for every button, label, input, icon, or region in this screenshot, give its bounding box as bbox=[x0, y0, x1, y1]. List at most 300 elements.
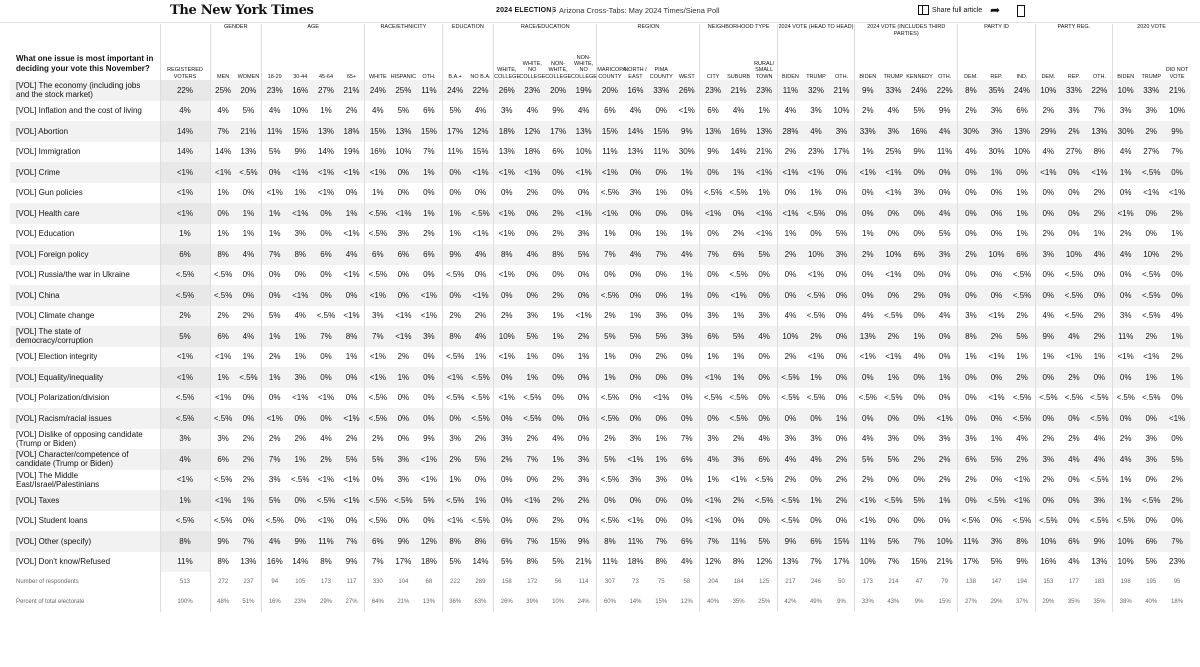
table-cell: 2% bbox=[552, 475, 564, 485]
table-cell: 3% bbox=[1138, 449, 1164, 470]
table-cell: 3% bbox=[416, 326, 442, 347]
table-cell: 0% bbox=[674, 408, 700, 429]
table-cell: <1% bbox=[807, 352, 825, 362]
table-cell: 6% bbox=[210, 326, 236, 347]
column-header: NON-WHITE, COLLEGE bbox=[545, 61, 572, 80]
table-cell: <1% bbox=[262, 183, 288, 204]
table-cell: 0% bbox=[1035, 490, 1061, 511]
table-cell: 1% bbox=[1009, 203, 1035, 224]
group-header: EDUCATION bbox=[442, 24, 494, 48]
table-cell: 3% bbox=[700, 429, 726, 450]
table-cell: 12% bbox=[680, 599, 693, 605]
table-cell: 0% bbox=[313, 367, 339, 388]
table-cell: 3% bbox=[758, 311, 770, 321]
table-cell: 5% bbox=[855, 449, 881, 470]
table-cell: 28% bbox=[777, 121, 803, 142]
row-label: [VOL] The economy (including jobs and the stock market) bbox=[10, 80, 160, 101]
table-cell: <1% bbox=[597, 162, 623, 183]
table-row bbox=[10, 224, 1190, 245]
table-cell: 0% bbox=[1113, 183, 1139, 204]
table-cell: <1% bbox=[468, 285, 494, 306]
column-header: MARICOPA COUNTY bbox=[597, 48, 623, 80]
table-cell: 26% bbox=[494, 80, 520, 101]
column-header: CITY bbox=[700, 48, 726, 80]
table-cell: 2% bbox=[1138, 326, 1164, 347]
table-cell: <.5% bbox=[729, 270, 748, 280]
table-cell: <.5% bbox=[236, 367, 262, 388]
table-cell: 11% bbox=[597, 552, 623, 573]
table-cell: 11% bbox=[442, 142, 468, 163]
table-cell: 6% bbox=[752, 449, 778, 470]
table-cell: 0% bbox=[242, 188, 255, 198]
table-cell: 23% bbox=[294, 599, 307, 605]
table-cell: 0% bbox=[1087, 367, 1113, 388]
table-cell: 14% bbox=[318, 147, 335, 157]
table-cell: <1% bbox=[210, 388, 236, 409]
table-cell: 15% bbox=[472, 147, 489, 157]
table-cell: 2% bbox=[552, 229, 564, 239]
table-row bbox=[10, 552, 1190, 573]
table-cell: 2% bbox=[958, 244, 984, 265]
table-cell: 4% bbox=[623, 244, 649, 265]
table-cell: <.5% bbox=[1138, 490, 1164, 511]
table-cell: 7% bbox=[1164, 531, 1190, 552]
question-text: What one issue is most important in deciding your vote this November? bbox=[16, 54, 154, 73]
table-cell: 3% bbox=[810, 434, 822, 444]
group-header: PARTY ID bbox=[958, 24, 1035, 48]
table-cell: 5% bbox=[623, 326, 649, 347]
column-header: OTH. bbox=[938, 73, 952, 80]
table-cell: 30% bbox=[678, 147, 695, 157]
table-cell: 2% bbox=[1087, 203, 1113, 224]
table-cell: 1% bbox=[674, 162, 700, 183]
table-cell: 33% bbox=[855, 592, 881, 612]
table-cell: 1% bbox=[262, 224, 288, 245]
table-cell: 0% bbox=[397, 188, 410, 198]
table-cell: <1% bbox=[1065, 352, 1082, 362]
table-cell: 6% bbox=[1016, 106, 1028, 116]
table-cell: 5% bbox=[416, 490, 442, 511]
table-cell: 3% bbox=[777, 429, 803, 450]
table-cell: 195 bbox=[1146, 579, 1157, 585]
table-cell: 95 bbox=[1173, 579, 1181, 585]
table-cell: 4% bbox=[674, 244, 700, 265]
table-cell: 1% bbox=[880, 367, 906, 388]
column-header: NO B.A. bbox=[470, 73, 491, 80]
table-cell: 2% bbox=[1035, 101, 1061, 122]
table-cell: 330 bbox=[365, 572, 391, 592]
table-cell: <1% bbox=[390, 326, 416, 347]
table-cell: 3% bbox=[1087, 490, 1113, 511]
table-cell: 15% bbox=[938, 599, 951, 605]
column-header: KENNEDY bbox=[906, 73, 933, 80]
table-cell: 2% bbox=[855, 244, 881, 265]
table-cell: 0% bbox=[552, 270, 564, 280]
table-cell: 1% bbox=[855, 142, 881, 163]
table-cell: 9% bbox=[855, 80, 881, 101]
table-cell: 4% bbox=[1016, 434, 1028, 444]
table-cell: 9% bbox=[571, 531, 597, 552]
table-cell: 16% bbox=[262, 552, 288, 573]
table-cell: 13% bbox=[1087, 121, 1113, 142]
table-cell: 20% bbox=[597, 80, 623, 101]
table-cell: 5% bbox=[1164, 449, 1190, 470]
table-cell: 2% bbox=[906, 449, 932, 470]
table-cell: <.5% bbox=[1009, 408, 1035, 429]
table-cell: 0% bbox=[835, 352, 848, 362]
table-cell: 40% bbox=[1145, 599, 1158, 605]
table-cell: 0% bbox=[494, 367, 520, 388]
table-cell: <1% bbox=[287, 203, 313, 224]
table-cell: <1% bbox=[678, 106, 695, 116]
table-cell: 0% bbox=[938, 352, 951, 362]
table-cell: 33% bbox=[880, 80, 906, 101]
table-cell: 10% bbox=[552, 599, 565, 605]
row-label: [VOL] Character/competence of candidate (Trump or Biden) bbox=[10, 449, 160, 470]
table-cell: 4% bbox=[629, 106, 642, 116]
table-cell: 15% bbox=[597, 121, 623, 142]
table-cell: 11% bbox=[1113, 326, 1139, 347]
table-cell: <.5% bbox=[1035, 388, 1061, 409]
table-cell: 1% bbox=[474, 352, 487, 362]
table-cell: 2% bbox=[236, 449, 262, 470]
table-row bbox=[10, 142, 1190, 163]
table-cell: 0% bbox=[855, 408, 881, 429]
table-cell: 13% bbox=[422, 599, 435, 605]
footer-row bbox=[10, 572, 1190, 592]
table-cell: 0% bbox=[938, 516, 951, 526]
table-cell: 1% bbox=[810, 188, 822, 198]
table-cell: 0% bbox=[810, 229, 822, 239]
table-cell: <.5% bbox=[1012, 393, 1032, 403]
table-cell: 3% bbox=[655, 311, 668, 321]
table-cell: 2% bbox=[474, 311, 487, 321]
table-cell: 12% bbox=[700, 552, 726, 573]
table-cell: 0% bbox=[700, 408, 726, 429]
table-cell: 5% bbox=[984, 449, 1010, 470]
table-cell: 0% bbox=[752, 408, 778, 429]
row-label: [VOL] Racism/racial issues bbox=[10, 408, 160, 429]
table-cell: 0% bbox=[313, 203, 339, 224]
table-cell: 4% bbox=[262, 531, 288, 552]
group-header: RACE/ETHNICITY bbox=[365, 24, 442, 48]
table-cell: 2% bbox=[365, 429, 391, 450]
nyt-logo[interactable]: The New York Times bbox=[170, 3, 314, 18]
table-cell: 194 bbox=[1017, 579, 1028, 585]
table-cell: <.5% bbox=[1035, 511, 1061, 532]
table-cell: 18% bbox=[524, 147, 541, 157]
table-cell: 5% bbox=[442, 552, 468, 573]
table-cell: <1% bbox=[571, 203, 597, 224]
table-cell: 0% bbox=[442, 285, 468, 306]
column-header: OTH. bbox=[422, 73, 436, 80]
table-cell: 2% bbox=[262, 429, 288, 450]
column-header: B.A.+ bbox=[442, 48, 468, 80]
table-cell: 0% bbox=[623, 162, 649, 183]
table-cell: 0% bbox=[552, 188, 564, 198]
table-cell: 1% bbox=[726, 367, 752, 388]
table-cell: 1% bbox=[855, 224, 881, 245]
table-cell: 6% bbox=[1138, 531, 1164, 552]
column-header: TRUMP bbox=[1141, 73, 1161, 80]
table-cell: 2% bbox=[552, 516, 564, 526]
table-cell: 1% bbox=[552, 311, 564, 321]
table-cell: <.5% bbox=[777, 511, 803, 532]
table-cell: 0% bbox=[700, 162, 726, 183]
table-cell: 0% bbox=[810, 475, 822, 485]
table-cell: 1% bbox=[1138, 367, 1164, 388]
table-cell: 14% bbox=[629, 599, 642, 605]
table-cell: 21% bbox=[236, 121, 262, 142]
table-cell: 0% bbox=[416, 367, 442, 388]
table-cell: 58 bbox=[683, 579, 691, 585]
table-cell: <.5% bbox=[316, 311, 336, 321]
table-cell: 5% bbox=[262, 490, 288, 511]
table-cell: 0% bbox=[1138, 203, 1164, 224]
table-cell: <.5% bbox=[729, 188, 748, 198]
table-cell: 0% bbox=[984, 203, 1010, 224]
table-cell: 4% bbox=[468, 326, 494, 347]
table-cell: 0% bbox=[1138, 408, 1164, 429]
table-cell: 23% bbox=[262, 80, 288, 101]
table-cell: 50 bbox=[838, 579, 845, 585]
table-cell: 0% bbox=[674, 490, 700, 511]
share-icon[interactable]: ➦ bbox=[990, 3, 1001, 17]
table-cell: 10% bbox=[833, 106, 850, 116]
table-cell: 2% bbox=[597, 306, 623, 327]
table-cell: <.5% bbox=[1009, 285, 1035, 306]
table-cell: 1% bbox=[597, 224, 623, 245]
table-cell: 7% bbox=[313, 326, 339, 347]
row-label: [VOL] Climate change bbox=[16, 311, 95, 321]
table-cell: 1% bbox=[1164, 367, 1190, 388]
table-cell: 9% bbox=[777, 531, 803, 552]
table-cell: 68 bbox=[425, 579, 433, 585]
table-cell: <1% bbox=[365, 285, 391, 306]
row-label: [VOL] Don't know/Refused bbox=[16, 557, 111, 567]
table-cell: <1% bbox=[390, 203, 416, 224]
table-cell: 6% bbox=[160, 244, 210, 265]
table-cell: <1% bbox=[519, 162, 545, 183]
table-cell: <.5% bbox=[597, 408, 623, 429]
table-cell: 0% bbox=[320, 352, 332, 362]
table-cell: 2% bbox=[313, 449, 339, 470]
table-cell: 0% bbox=[958, 162, 984, 183]
table-cell: 0% bbox=[829, 162, 855, 183]
row-label: [VOL] Gun policies bbox=[16, 188, 83, 198]
table-cell: 23% bbox=[807, 147, 824, 157]
table-cell: 5% bbox=[519, 326, 545, 347]
table-cell: 17% bbox=[395, 557, 412, 567]
table-cell: <.5% bbox=[1012, 270, 1032, 280]
table-cell: 0% bbox=[294, 270, 307, 280]
table-cell: 2% bbox=[474, 434, 487, 444]
table-cell: 9% bbox=[345, 557, 358, 567]
table-cell: 21% bbox=[1164, 80, 1190, 101]
table-cell: 0% bbox=[958, 408, 984, 429]
table-cell: 0% bbox=[345, 516, 358, 526]
column-header: PIMA COUNTY bbox=[649, 67, 673, 80]
table-cell: 4% bbox=[320, 434, 332, 444]
table-cell: 0% bbox=[1068, 475, 1080, 485]
table-cell: 0% bbox=[571, 367, 597, 388]
table-cell: 8% bbox=[526, 557, 539, 567]
table-cell: 0% bbox=[681, 352, 693, 362]
table-cell: 1% bbox=[726, 162, 752, 183]
table-cell: 5% bbox=[552, 557, 564, 567]
table-cell: 4% bbox=[526, 106, 539, 116]
table-cell: <1% bbox=[416, 449, 442, 470]
table-cell: <.5% bbox=[984, 490, 1010, 511]
table-cell: <1% bbox=[442, 511, 468, 532]
table-cell: 9% bbox=[914, 599, 924, 605]
table-cell: 24% bbox=[906, 80, 932, 101]
table-cell: 0% bbox=[880, 285, 906, 306]
table-cell: 16% bbox=[906, 121, 932, 142]
table-cell: <1% bbox=[1113, 347, 1139, 368]
table-cell: 1% bbox=[803, 367, 829, 388]
table-cell: 20% bbox=[545, 80, 571, 101]
table-cell: 0% bbox=[1164, 162, 1190, 183]
table-cell: 2% bbox=[777, 244, 803, 265]
table-cell: 3% bbox=[577, 475, 590, 485]
table-cell: <1% bbox=[855, 347, 881, 368]
table-cell: 0% bbox=[938, 270, 951, 280]
table-cell: 0% bbox=[242, 393, 255, 403]
table-cell: 2% bbox=[958, 101, 984, 122]
table-cell: 4% bbox=[339, 244, 365, 265]
table-cell: 4% bbox=[236, 244, 262, 265]
table-cell: <.5% bbox=[519, 408, 545, 429]
table-cell: <1% bbox=[756, 229, 773, 239]
table-cell: 6% bbox=[803, 531, 829, 552]
table-cell: 2% bbox=[1171, 352, 1183, 362]
table-cell: 0% bbox=[855, 183, 881, 204]
table-cell: <.5% bbox=[262, 511, 288, 532]
column-header: BIDEN bbox=[855, 48, 881, 80]
table-cell: 9% bbox=[938, 106, 951, 116]
table-cell: 0% bbox=[648, 490, 674, 511]
bookmark-icon[interactable] bbox=[1017, 5, 1025, 17]
table-cell: 8% bbox=[442, 326, 468, 347]
table-cell: 3% bbox=[1145, 106, 1157, 116]
table-cell: <.5% bbox=[1141, 270, 1161, 280]
row-label: [VOL] Education bbox=[16, 229, 75, 239]
table-cell: 1% bbox=[732, 352, 745, 362]
table-cell: 11% bbox=[653, 147, 669, 157]
table-cell: 0% bbox=[526, 516, 539, 526]
table-cell: 0% bbox=[835, 311, 848, 321]
table-cell: 3% bbox=[1113, 101, 1139, 122]
table-cell: 104 bbox=[398, 579, 409, 585]
table-cell: 6% bbox=[674, 531, 700, 552]
table-cell: 0% bbox=[829, 203, 855, 224]
table-cell: 153 bbox=[1035, 572, 1061, 592]
table-cell: 5% bbox=[597, 326, 623, 347]
table-cell: 0% bbox=[345, 393, 358, 403]
table-cell: 1% bbox=[468, 490, 494, 511]
table-cell: 13% bbox=[390, 121, 416, 142]
table-cell: 2% bbox=[1035, 470, 1061, 491]
table-cell: 0% bbox=[397, 434, 410, 444]
table-cell: 0% bbox=[758, 352, 770, 362]
table-cell: 4% bbox=[1061, 449, 1087, 470]
table-cell: 1% bbox=[526, 352, 539, 362]
group-header: 2024 VOTE (HEAD TO HEAD) bbox=[777, 24, 854, 48]
table-cell: 9% bbox=[913, 147, 925, 157]
table-cell: <1% bbox=[1143, 188, 1160, 198]
table-cell: <1% bbox=[420, 475, 438, 485]
table-cell: 2% bbox=[442, 449, 468, 470]
table-cell: 0% bbox=[1035, 408, 1061, 429]
table-cell: 1% bbox=[262, 367, 288, 388]
table-row bbox=[10, 347, 1190, 368]
column-header: NORTH / EAST bbox=[624, 67, 647, 80]
table-cell: 0% bbox=[958, 388, 984, 409]
table-cell: 1% bbox=[1093, 352, 1106, 362]
table-cell: 1% bbox=[732, 311, 745, 321]
table-cell: 6% bbox=[700, 326, 726, 347]
table-cell: 10% bbox=[1061, 244, 1087, 265]
table-cell: 1% bbox=[681, 229, 693, 239]
table-cell: <1% bbox=[777, 162, 803, 183]
table-cell: <.5% bbox=[210, 285, 236, 306]
table-cell: 1% bbox=[294, 352, 307, 362]
table-cell: 5% bbox=[648, 326, 674, 347]
table-cell: 0% bbox=[571, 285, 597, 306]
section-label[interactable]: 2024 ELECTIONS bbox=[496, 7, 557, 14]
table-cell: 0% bbox=[913, 229, 925, 239]
table-cell: 2% bbox=[526, 188, 539, 198]
table-cell: 0% bbox=[887, 475, 900, 485]
table-cell: 1% bbox=[932, 490, 958, 511]
group-header: AGE bbox=[262, 24, 365, 48]
group-header: NEIGHBORHOOD TYPE bbox=[700, 24, 777, 48]
table-cell: 0% bbox=[494, 183, 520, 204]
table-cell: 0% bbox=[597, 490, 623, 511]
table-cell: 4% bbox=[887, 106, 900, 116]
table-cell: 0% bbox=[681, 188, 693, 198]
table-cell: 0% bbox=[1113, 285, 1139, 306]
table-cell: 17% bbox=[958, 552, 984, 573]
table-cell: 217 bbox=[777, 572, 803, 592]
table-cell: 8% bbox=[494, 244, 520, 265]
table-cell: 13% bbox=[494, 142, 520, 163]
table-cell: 18% bbox=[339, 121, 365, 142]
table-cell: 173 bbox=[321, 579, 332, 585]
table-row bbox=[10, 265, 1190, 286]
table-cell: <.5% bbox=[210, 265, 236, 286]
table-cell: 15% bbox=[829, 531, 855, 552]
table-cell: 21% bbox=[829, 80, 855, 101]
table-cell: 5% bbox=[571, 244, 597, 265]
table-cell: <1% bbox=[343, 475, 360, 485]
table-cell: 25% bbox=[758, 599, 771, 605]
table-cell: 3% bbox=[990, 106, 1003, 116]
table-cell: 0% bbox=[958, 203, 984, 224]
table-cell: 15% bbox=[545, 531, 571, 552]
table-cell: 0% bbox=[442, 183, 468, 204]
table-cell: 9% bbox=[442, 244, 468, 265]
table-cell: 0% bbox=[365, 470, 391, 491]
table-cell: 0% bbox=[932, 162, 958, 183]
table-cell: 22% bbox=[1087, 80, 1113, 101]
column-header: REGISTERED VOTERS bbox=[160, 48, 210, 80]
table-cell: 158 bbox=[494, 572, 520, 592]
share-full-article-button[interactable] bbox=[918, 5, 982, 15]
group-header: PARTY REG. bbox=[1035, 24, 1112, 48]
table-cell: 3% bbox=[674, 326, 700, 347]
